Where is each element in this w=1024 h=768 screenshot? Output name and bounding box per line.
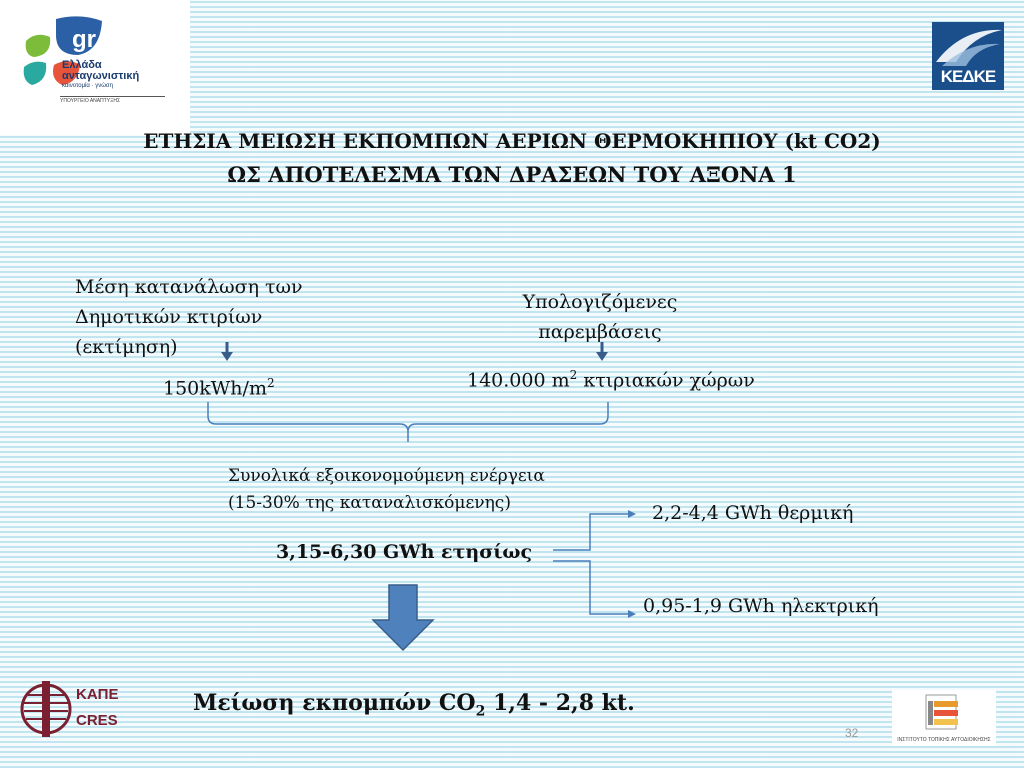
page-number: 32 bbox=[845, 726, 859, 740]
savings-label bbox=[228, 463, 545, 517]
interventions-line2: παρεμβάσεις bbox=[538, 321, 662, 343]
result-down-arrow bbox=[373, 585, 433, 650]
ita-emblem-icon bbox=[920, 693, 968, 733]
svg-text:gr: gr bbox=[72, 26, 96, 53]
cres-text-latin: CRES bbox=[76, 712, 118, 729]
thermal-connector bbox=[553, 514, 628, 550]
avg-consumption-number: 150kWh/m bbox=[163, 377, 267, 400]
electric-arrowhead bbox=[628, 610, 636, 618]
avg-consumption-sup: 2 bbox=[266, 376, 275, 390]
logo-text-line4: ΥΠΟΥΡΓΕΙΟ ΑΝΑΠΤΥΞΗΣ bbox=[60, 96, 165, 104]
avg-consumption-line2: Δημοτικών κτιρίων bbox=[75, 306, 263, 328]
savings-total: 3,15-6,30 GWh ετησίως bbox=[276, 541, 533, 563]
building-area-pre: 140.000 m bbox=[467, 369, 570, 392]
building-area-post: κτιριακών χώρων bbox=[577, 369, 755, 392]
title-line1: ΕΤΗΣΙΑ ΜΕΙΩΣΗ ΕΚΠΟΜΠΩΝ ΑΕΡΙΩΝ ΘΕΡΜΟΚΗΠΙΟΥ (kt CO2) bbox=[143, 129, 881, 153]
cres-emblem-icon bbox=[20, 673, 72, 745]
result-post: 1,4 - 2,8 kt. bbox=[485, 690, 635, 716]
cres-text-greek: ΚΑΠΕ bbox=[76, 686, 119, 703]
savings-line2: (15-30% της καταναλισκόμενης) bbox=[228, 493, 511, 513]
down-arrow-icon bbox=[596, 342, 608, 361]
thermal-arrowhead bbox=[628, 510, 636, 518]
electric-connector bbox=[553, 561, 628, 614]
title-line2: ΩΣ ΑΠΟΤΕΛΕΣΜΑ ΤΩΝ ΔΡΑΣΕΩΝ ΤΟΥ ΑΞΟΝΑ 1 bbox=[227, 162, 797, 187]
result-sub: 2 bbox=[475, 703, 486, 720]
ita-logo-text: ΙΝΣΤΙΤΟΥΤΟ ΤΟΠΙΚΗΣ ΑΥΤΟΔΙΟΙΚΗΣΗΣ bbox=[897, 737, 991, 743]
down-arrow-icon bbox=[221, 342, 233, 361]
kedke-logo-text: ΚΕΔΚΕ bbox=[940, 67, 996, 86]
ita-logo bbox=[892, 690, 996, 746]
electric-savings: 0,95-1,9 GWh ηλεκτρική bbox=[643, 595, 879, 617]
emission-reduction-result bbox=[193, 688, 635, 726]
interventions-line1: Υπολογιζόμενες bbox=[522, 291, 678, 313]
avg-consumption-line3: (εκτίμηση) bbox=[75, 336, 178, 358]
building-area-sup: 2 bbox=[569, 368, 578, 382]
thermal-savings: 2,2-4,4 GWh θερμική bbox=[652, 502, 854, 524]
logo-text-line1: Ελλάδα bbox=[62, 59, 102, 71]
result-pre: Μείωση εκπομπών CO bbox=[193, 690, 476, 716]
avg-consumption-line1: Μέση κατανάλωση των bbox=[75, 276, 303, 298]
savings-line1: Συνολικά εξοικονομούμενη ενέργεια bbox=[228, 466, 545, 486]
merge-brace bbox=[208, 402, 608, 442]
logo-text-line2: ανταγωνιστική bbox=[62, 70, 140, 82]
logo-text-line3: καινοτομία · γνώση bbox=[62, 83, 113, 89]
cres-logo bbox=[20, 673, 120, 745]
